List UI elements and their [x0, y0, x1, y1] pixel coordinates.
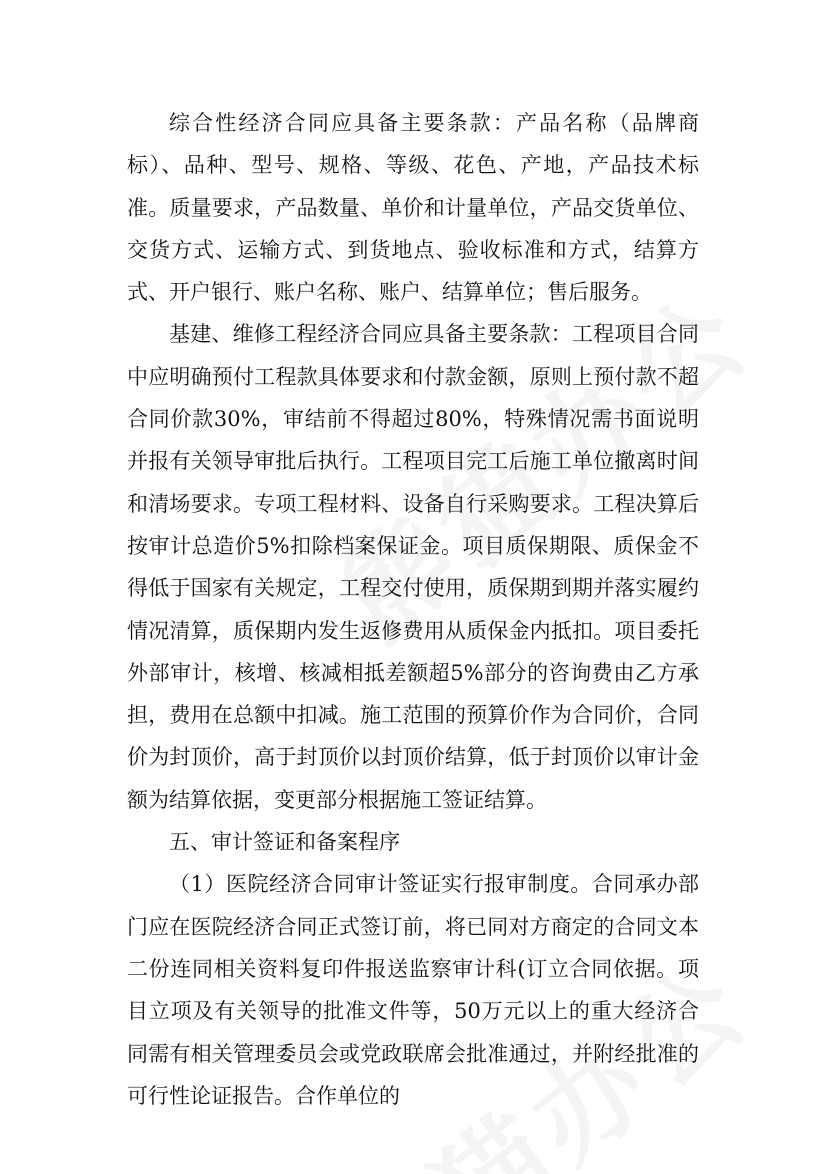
paragraph-audit-procedure: （1）医院经济合同审计签证实行报审制度。合同承办部门应在医院经济合同正式签订前，将已同对方商定的合同文本二份连同相关资料复印件报送监察审计科(订立合同依据。项目立项及有关领导的批准文件等，50万元以上的重大经济合同需有相关管理委员会或党政联席会批准通过，并附经批准的可行性论证报告。合作单位的: [127, 872, 699, 1108]
paragraph-comprehensive-contract-terms: 综合性经济合同应具备主要条款：产品名称（品牌商标）、品种、型号、规格、等级、花色、产地，产品技术标准。质量要求，产品数量、单价和计量单位，产品交货单位、交货方式、运输方式、到货地点、验收标准和方式，结算方式、开户银行、账户名称、账户、结算单位；售后服务。: [127, 111, 699, 305]
section-heading: 五、审计签证和备案程序: [169, 830, 400, 855]
paragraph-construction-contract-terms: 基建、维修工程经济合同应具备主要条款：工程项目合同中应明确预付工程款具体要求和付款金额，原则上预付款不超合同价款30%，审结前不得超过80%，特殊情况需书面说明并报有关领导审批后执行。工程项目完工后施工单位撤离时间和清场要求。专项工程材料、设备自行采购要求。工程决算后按审计总造价5%扣除档案保证金。项目质保期限、质保金不得低于国家有关规定，工程交付使用，质保期到期并落实履约情况清算，质保期内发生返修费用从质保金内抵扣。项目委托外部审计，核增、核减相抵差额超5%部分的咨询费由乙方承担，费用在总额中扣减。施工范围的预算价作为合同价，合同价为封顶价，高于封顶价以封顶价结算，低于封顶价以审计金额为结算依据，变更部分根据施工签证结算。: [127, 322, 699, 812]
document-body: [127, 102, 699, 1117]
